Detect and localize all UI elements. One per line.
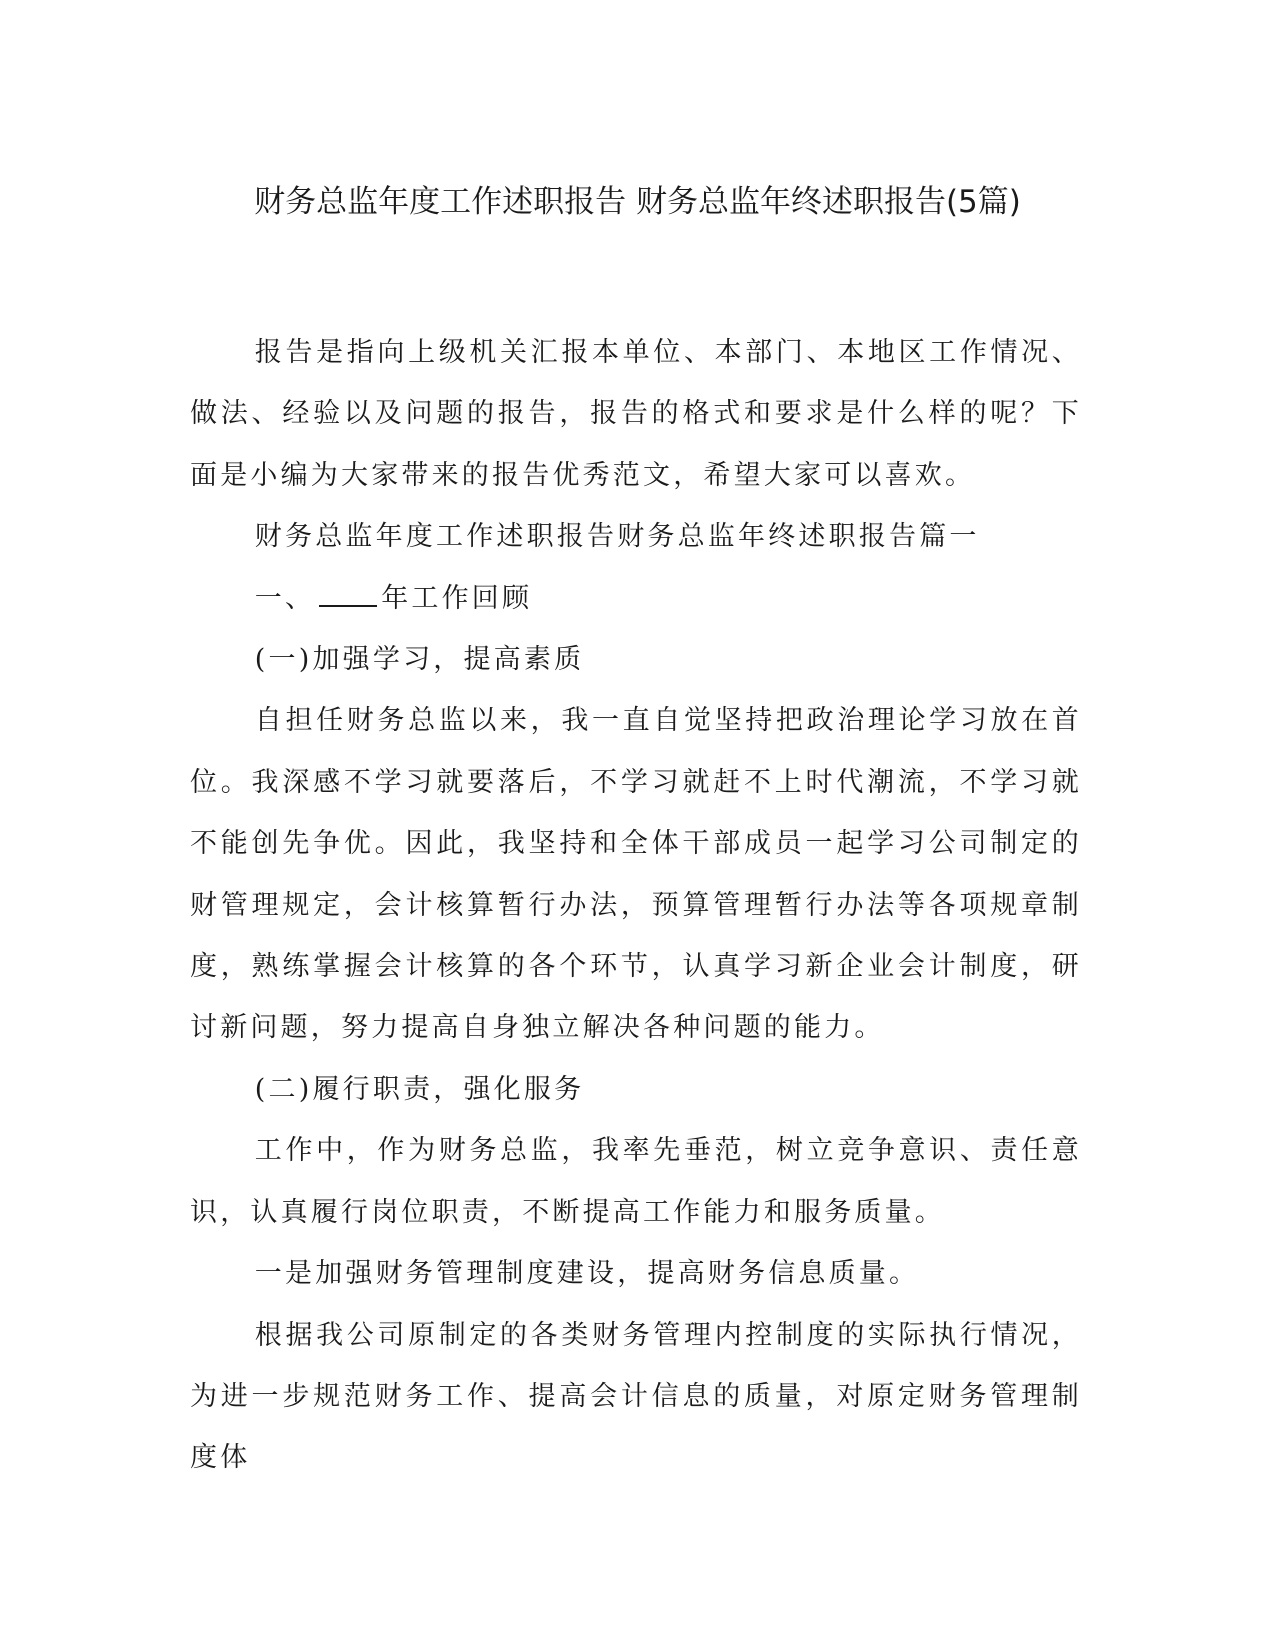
subheading-1: (一)加强学习，提高素质: [254, 644, 585, 676]
section-number: 一、: [254, 582, 316, 614]
document-body: [190, 322, 1082, 1489]
point-1: 一是加强财务管理制度建设，提高财务信息质量。: [254, 1258, 920, 1290]
intro-paragraph: 报告是指向上级机关汇报本单位、本部门、本地区工作情况、做法、经验以及问题的报告，报告的格式和要求是什么样的呢？下面是小编为大家带来的报告优秀范文，希望大家可以喜欢。: [190, 337, 1082, 491]
year-blank: [319, 579, 377, 607]
section-title: 年工作回顾: [381, 582, 533, 614]
subheading-2-body: 工作中，作为财务总监，我率先垂范，树立竞争意识、责任意识，认真履行岗位职责，不断提高工作能力和服务质量。: [190, 1135, 1082, 1228]
part-heading: 财务总监年度工作述职报告财务总监年终述职报告篇一: [254, 521, 980, 553]
subheading-2: (二)履行职责，强化服务: [254, 1073, 585, 1105]
section-heading-1: [190, 568, 1082, 629]
document-title: 财务总监年度工作述职报告 财务总监年终述职报告(5篇): [254, 184, 1021, 220]
subheading-1-body: 自担任财务总监以来，我一直自觉坚持把政治理论学习放在首位。我深感不学习就要落后，不学习就赶不上时代潮流，不学习就不能创先争优。因此，我坚持和全体干部成员一起学习公司制定的财管理规定，会计核算暂行办法，预算管理暂行办法等各项规章制度，熟练掌握会计核算的各个环节，认真学习新企业会计制度，研讨新问题，努力提高自身独立解决各种问题的能力。: [190, 705, 1082, 1044]
point-1-body: 根据我公司原制定的各类财务管理内控制度的实际执行情况，为进一步规范财务工作、提高会计信息的质量，对原定财务管理制度体: [190, 1319, 1082, 1474]
